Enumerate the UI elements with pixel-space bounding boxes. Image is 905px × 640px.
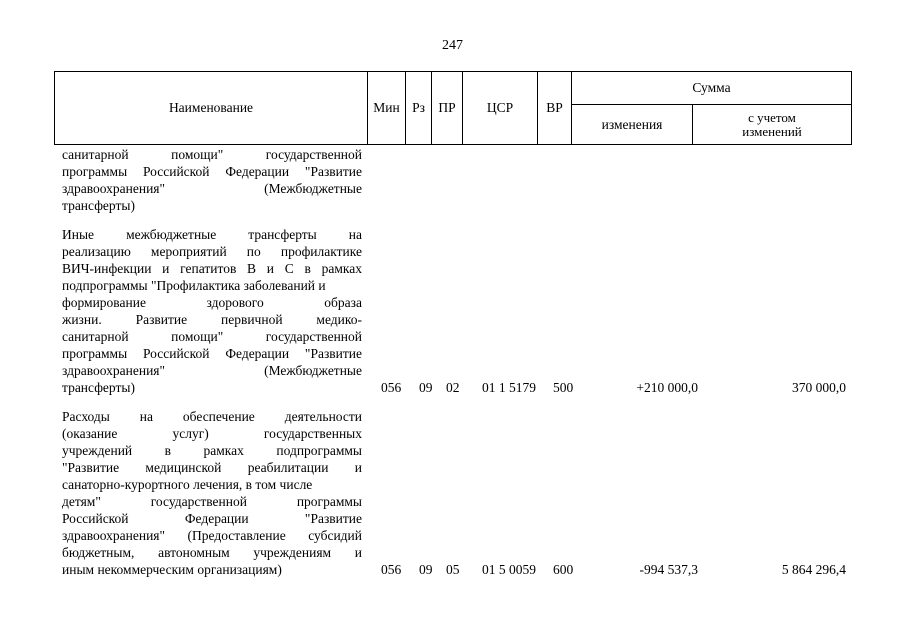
header-rz: Рз — [406, 72, 432, 145]
header-with-changes — [693, 105, 852, 145]
row-name-line: учреждений в рамках подпрограммы — [62, 443, 362, 458]
row-name-line: программы Российской Федерации "Развитие — [62, 164, 362, 179]
row-name-line: детям" государственной программы — [62, 494, 362, 509]
row-csr: 01 5 0059 — [482, 562, 536, 577]
header-name: Наименование — [55, 72, 368, 145]
row-name-line: "Развитие медицинской реабилитации и — [62, 460, 362, 475]
row-name-line: санитарной помощи" государственной — [62, 329, 362, 344]
header-change: изменения — [572, 105, 693, 145]
header-vr: ВР — [538, 72, 572, 145]
row-name-line: бюджетным, автономным учреждениям и — [62, 545, 362, 560]
table-row — [62, 226, 850, 396]
header-with-changes-line1: с учетом — [748, 109, 796, 125]
table-row — [62, 408, 850, 578]
row-vr: 600 — [553, 562, 574, 577]
row-name-line: (оказание услуг) государственных — [62, 426, 362, 441]
row-name-line: реализацию мероприятий по профилактике — [62, 244, 362, 259]
row-name-line: трансферты) — [62, 380, 135, 395]
row-name-line: иным некоммерческим организациям) — [62, 562, 282, 577]
row-name-line: программы Российской Федерации "Развитие — [62, 346, 362, 361]
header-csr: ЦСР — [463, 72, 538, 145]
header-sum: Сумма — [572, 72, 852, 105]
row-total: 5 864 296,4 — [781, 562, 846, 577]
table-body — [62, 146, 850, 578]
row-change: +210 000,0 — [636, 380, 698, 395]
row-name-line: здравоохранения" (Предоставление субсидий — [62, 528, 362, 543]
row-rz: 09 — [419, 562, 433, 577]
row-name-line: Расходы на обеспечение деятельности — [62, 409, 362, 424]
row-name-line: трансферты) — [62, 198, 135, 213]
row-name-line: санитарной помощи" государственной — [62, 147, 362, 162]
row-name — [62, 146, 362, 214]
row-min: 056 — [381, 562, 402, 577]
row-name-line: здравоохранения" (Межбюджетные — [62, 363, 362, 378]
row-total: 370 000,0 — [792, 380, 846, 395]
row-name-line: Российской Федерации "Развитие — [62, 511, 362, 526]
header-min: Мин — [368, 72, 406, 145]
row-csr: 01 1 5179 — [482, 380, 536, 395]
page-number: 247 — [442, 38, 463, 53]
row-name-line: жизни. Развитие первичной медико- — [62, 312, 362, 327]
row-pr: 02 — [446, 380, 460, 395]
row-name-line: Иные межбюджетные трансферты на — [62, 227, 362, 242]
header-pr: ПР — [432, 72, 463, 145]
table-header — [54, 71, 852, 145]
row-name-line: формирование здорового образа — [62, 295, 362, 310]
row-name-line: подпрограммы "Профилактика заболеваний и — [62, 278, 326, 293]
row-min: 056 — [381, 380, 402, 395]
row-vr: 500 — [553, 380, 574, 395]
row-name — [62, 226, 362, 396]
row-name-line: санаторно-курортного лечения, в том числе — [62, 477, 313, 492]
table-row — [62, 146, 850, 214]
row-rz: 09 — [419, 380, 433, 395]
row-name — [62, 408, 362, 578]
row-name-line: здравоохранения" (Межбюджетные — [62, 181, 362, 196]
row-name-line: ВИЧ-инфекции и гепатитов B и C в рамках — [62, 261, 362, 276]
row-change: -994 537,3 — [639, 562, 698, 577]
header-with-changes-line2: изменений — [742, 123, 802, 139]
row-pr: 05 — [446, 562, 460, 577]
